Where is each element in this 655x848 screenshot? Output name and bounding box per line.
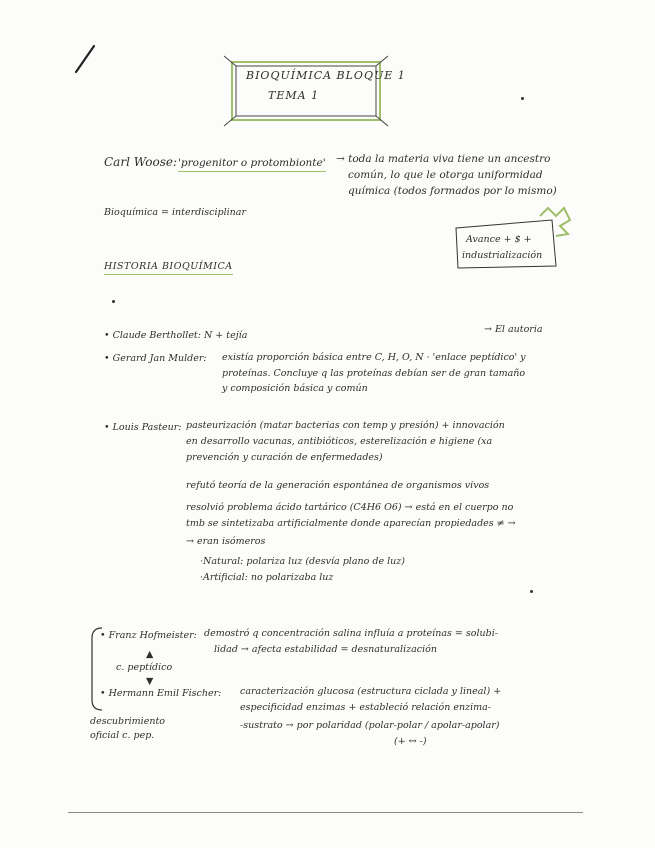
fischer-line-4: (+ ↔ -) bbox=[394, 736, 427, 747]
carl-label: Carl Woose: bbox=[104, 155, 177, 169]
hofmeister-line-1: demostró q concentración salina influía a proteínas = solubi- bbox=[204, 628, 498, 639]
enlace-annotation: → El autoria bbox=[484, 324, 543, 335]
fischer-line-3: -sustrato → por polaridad (polar-polar / apolar-apolar) bbox=[240, 720, 500, 731]
carl-term: 'progenitor o protombionte' bbox=[178, 156, 326, 172]
discovery-note-1: descubrimiento bbox=[90, 716, 166, 727]
pasteur-line-8: ·Natural: polariza luz (desvía plano de luz) bbox=[200, 556, 405, 567]
bioquimica-definition: Bioquímica = interdisciplinar bbox=[104, 207, 246, 218]
pasteur-line-2: en desarrollo vacunas, antibióticos, esterelización e higiene (xa bbox=[186, 436, 493, 447]
pasteur-label: • Louis Pasteur: bbox=[104, 422, 182, 433]
pasteur-line-9: ·Artificial: no polarizaba luz bbox=[200, 572, 334, 583]
ink-dot bbox=[112, 300, 115, 303]
pen-stroke-mark bbox=[70, 42, 100, 76]
pasteur-line-7: → eran isómeros bbox=[186, 536, 266, 547]
carl-note-1: → toda la materia viva tiene un ancestro bbox=[336, 153, 551, 165]
arrow-up-icon: ▲ bbox=[146, 649, 154, 660]
carl-note-3: química (todos formados por lo mismo) bbox=[348, 185, 557, 197]
berthollet-entry: • Claude Berthollet: N + tejía bbox=[104, 330, 248, 341]
history-heading: HISTORIA BIOQUÍMICA bbox=[104, 259, 233, 275]
pasteur-line-4: refutó teoría de la generación espontánea de organismos vivos bbox=[186, 480, 490, 491]
fischer-line-1: caracterización glucosa (estructura ciclada y lineal) + bbox=[240, 686, 502, 697]
arrow-down-icon: ▼ bbox=[146, 676, 154, 687]
pasteur-line-5: resolvió problema ácido tartárico (C4H6 O6) → está en el cuerpo no bbox=[186, 502, 514, 513]
page-bottom-rule bbox=[68, 812, 583, 813]
pasteur-line-3: prevención y curación de enfermedades) bbox=[186, 452, 383, 463]
pasteur-line-1: pasteurización (matar bacterias con temp y presión) + innovación bbox=[186, 420, 505, 431]
mulder-line-3: y composición básica y común bbox=[222, 383, 368, 394]
ink-dot bbox=[530, 590, 533, 593]
hofmeister-line-2: lidad → afecta estabilidad = desnaturalización bbox=[214, 644, 437, 655]
carl-note-2: común, lo que le otorga uniformidad bbox=[348, 169, 543, 181]
page-title: BIOQUÍMICA BLOQUE 1 bbox=[246, 69, 406, 82]
note-box-line1: Avance + $ + bbox=[466, 234, 532, 245]
ink-dot bbox=[521, 97, 524, 100]
page-subtitle: TEMA 1 bbox=[268, 89, 320, 102]
discovery-note-2: oficial c. pep. bbox=[90, 730, 155, 741]
fischer-label: • Hermann Emil Fischer: bbox=[100, 688, 222, 699]
hofmeister-label: • Franz Hofmeister: bbox=[100, 630, 197, 641]
peptide-bond-note: c. peptídico bbox=[116, 662, 173, 673]
mulder-label: • Gerard Jan Mulder: bbox=[104, 353, 207, 364]
note-box-line2: industrialización bbox=[462, 250, 543, 261]
fischer-line-2: especificidad enzimas + estableció relación enzima- bbox=[240, 702, 491, 713]
mulder-line-2: proteínas. Concluye q las proteínas debían ser de gran tamaño bbox=[222, 368, 526, 379]
mulder-line-1: existía proporción básica entre C, H, O, N · 'enlace peptídico' y bbox=[222, 352, 526, 363]
pasteur-line-6: tmb se sintetizaba artificialmente donde aparecían propiedades ≠ → bbox=[186, 518, 516, 529]
